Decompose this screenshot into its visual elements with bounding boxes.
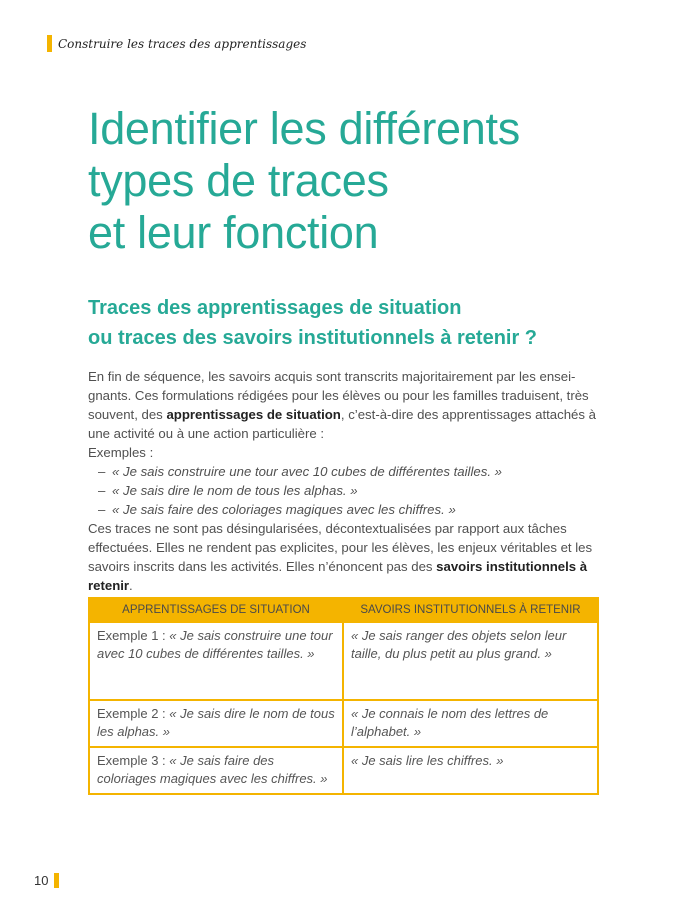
section-title	[88, 293, 648, 353]
cell-text: « Je sais construire une tour avec 10 cubes de différentes tailles. »	[97, 628, 333, 661]
cell-text: « Je sais dire le nom de tous les alphas. »	[97, 706, 335, 739]
section-title-line: ou traces des savoirs institutionnels à retenir ?	[88, 327, 538, 349]
para1-text-end: , c’est-à-dire des apprentissages attachés à une activité ou à une action particulière :	[88, 407, 596, 441]
table-cell: « Je sais lire les chiffres. »	[343, 747, 598, 794]
list-item: – « Je sais dire le nom de tous les alphas. »	[98, 483, 358, 498]
example-label: Exemple 2 :	[97, 706, 170, 721]
chapter-title-line: et leur fonction	[88, 207, 379, 258]
example-text: « Je sais construire une tour avec 10 cubes de différentes tailles. »	[112, 464, 502, 479]
example-label: Exemple 3 :	[97, 753, 170, 768]
table-row	[89, 747, 598, 794]
table-cell	[89, 622, 343, 700]
para2-bold: savoirs institutionnels à retenir	[88, 559, 588, 593]
table-header-row	[89, 598, 598, 622]
cell-text: « Je sais faire des coloriages magiques avec les chiffres. »	[97, 753, 328, 786]
page-footer	[34, 873, 59, 888]
table-cell: « Je connais le nom des lettres de l’alphabet. »	[343, 700, 598, 747]
table-cell	[89, 747, 343, 794]
header-situation: APPRENTISSAGES DE SITUATION	[89, 598, 343, 622]
para2-text-end: .	[129, 578, 133, 593]
page-number: 10	[34, 873, 49, 888]
example-label: Exemple 1 :	[97, 628, 170, 643]
table-row	[89, 700, 598, 747]
footer-marker	[54, 873, 59, 888]
list-item: – « Je sais construire une tour avec 10 cubes de différentes tailles. »	[98, 464, 502, 479]
chapter-title-line: Identifier les différents	[88, 103, 520, 154]
examples-list	[88, 462, 603, 519]
example-text: « Je sais dire le nom de tous les alphas. »	[112, 483, 358, 498]
chapter-title	[88, 103, 648, 259]
table-row	[89, 622, 598, 700]
running-title: Construire les traces des apprentissages	[58, 36, 307, 51]
table-cell	[89, 700, 343, 747]
para1-bold: apprentissages de situation	[166, 407, 341, 422]
comparison-table	[88, 597, 599, 795]
chapter-title-line: types de traces	[88, 155, 389, 206]
para2-text: Ces traces ne sont pas désingularisées, décontextualisées par rapport aux tâches effectuées. Elles ne rendent pas explicites, pour les élèves, les enjeux véritables et les savoirs inscrits dans les activités. Elles n’énoncent pas des	[88, 521, 593, 574]
table-cell: « Je sais ranger des objets selon leur taille, du plus petit au plus grand. »	[343, 622, 598, 700]
examples-label: Exemples :	[88, 445, 154, 460]
header-institutionnels: SAVOIRS INSTITUTIONNELS À RETENIR	[343, 598, 598, 622]
header-marker	[47, 35, 52, 52]
body-text	[88, 367, 603, 595]
paragraph-intro	[88, 367, 603, 443]
para1-text: En fin de séquence, les savoirs acquis sont transcrits majoritairement par les enseignants. Ces formulations rédigées pour les élèves ou pour les familles traduisent, très souvent, des	[88, 369, 589, 422]
section-title-line: Traces des apprentissages de situation	[88, 297, 462, 319]
running-header	[47, 35, 306, 52]
paragraph-conclusion	[88, 519, 603, 595]
list-item: – « Je sais faire des coloriages magiques avec les chiffres. »	[98, 502, 456, 517]
example-text: « Je sais faire des coloriages magiques avec les chiffres. »	[112, 502, 456, 517]
